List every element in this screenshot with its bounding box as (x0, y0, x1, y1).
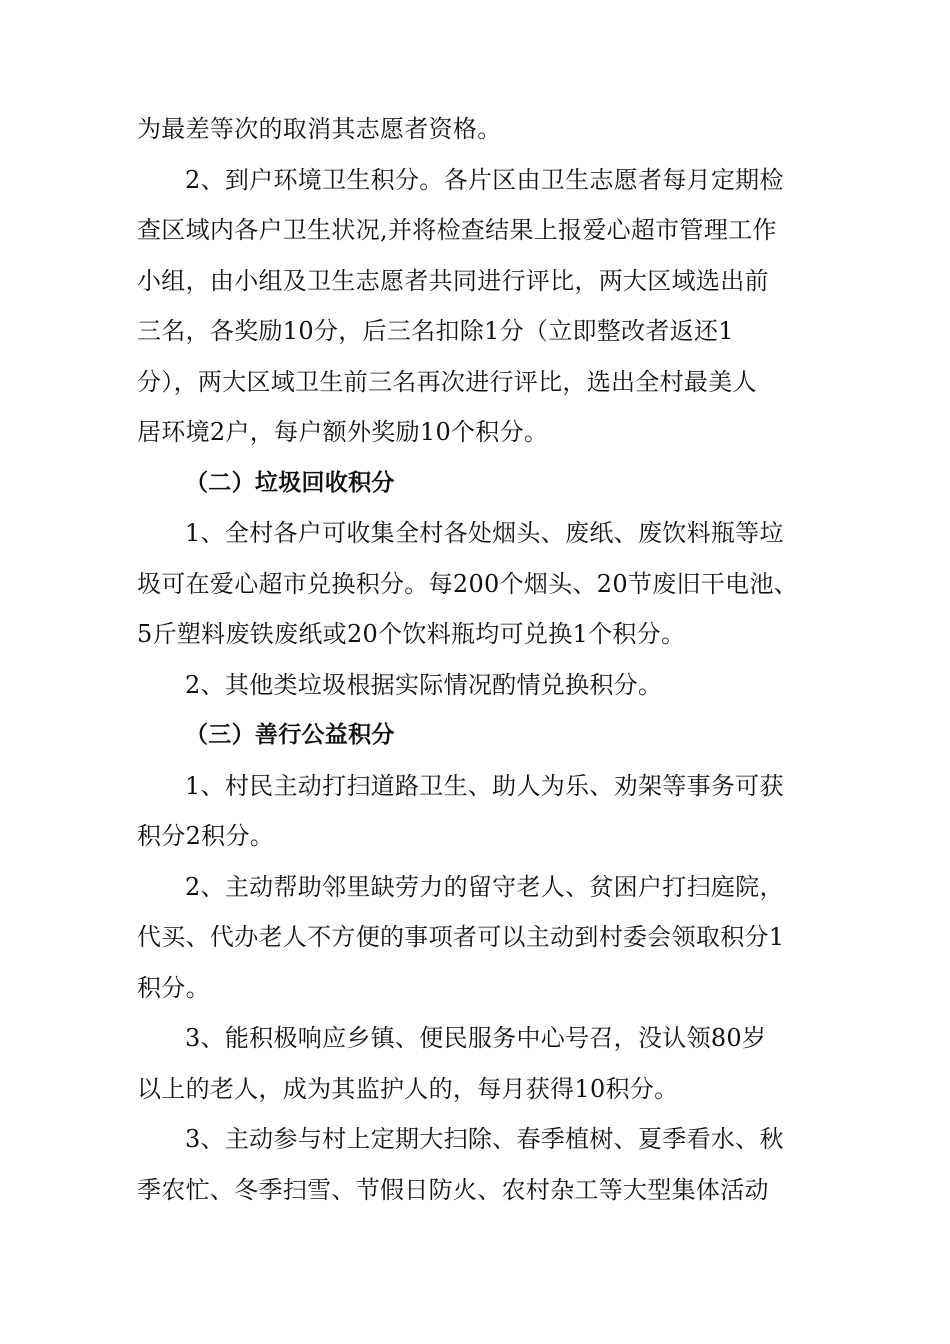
text-line: 三名，各奖励10分，后三名扣除1分（立即整改者返还1 (137, 317, 734, 345)
text-line: 小组，由小组及卫生志愿者共同进行评比，两大区域选出前 (137, 266, 769, 295)
section-heading: （三）善行公益积分 (185, 722, 395, 748)
text-line: 积分。 (137, 973, 210, 1002)
paragraph-start: 2、到户环境卫生积分。各片区由卫生志愿者每月定期检 (185, 165, 784, 194)
paragraph-start: 3、能积极响应乡镇、便民服务中心号召，没认领80岁 (185, 1024, 767, 1052)
section-heading: （二）垃圾回收积分 (185, 469, 395, 496)
paragraph-start: 1、村民主动打扫道路卫生、助人为乐、劝架等事务可获 (185, 771, 784, 800)
text-line: 季农忙、冬季扫雪、节假日防火、农村杂工等大型集体活动 (137, 1175, 769, 1204)
paragraph-start: 2、主动帮助邻里缺劳力的留守老人、贫困户打扫庭院， (185, 872, 784, 901)
text-line: 以上的老人，成为其监护人的，每月获得10积分。 (137, 1074, 679, 1103)
text-line: 圾可在爱心超市兑换积分。每200个烟头、20节废旧干电池、 (137, 569, 799, 598)
document-page (137, 104, 817, 1215)
paragraph-start: 2、其他类垃圾根据实际情况酌情兑换积分。 (185, 670, 663, 699)
text-line: 分），两大区域卫生前三名再次进行评比，选出全村最美人 (137, 367, 757, 396)
text-line: 查区域内各户卫生状况,并将检查结果上报爱心超市管理工作 (137, 216, 777, 244)
paragraph-start: 3、主动参与村上定期大扫除、春季植树、夏季看水、秋 (185, 1125, 784, 1153)
paragraph-start: 1、全村各户可收集全村各处烟头、废纸、废饮料瓶等垃 (185, 519, 784, 547)
text-line: 5斤塑料废铁废纸或20个饮料瓶均可兑换1个积分。 (137, 620, 686, 648)
text-line: 为最差等次的取消其志愿者资格。 (137, 115, 502, 143)
text-line: 代买、代办老人不方便的事项者可以主动到村委会领取积分1 (137, 923, 785, 951)
text-line: 积分2积分。 (137, 822, 275, 850)
text-line: 居环境2户，每户额外奖励10个积分。 (137, 418, 549, 446)
